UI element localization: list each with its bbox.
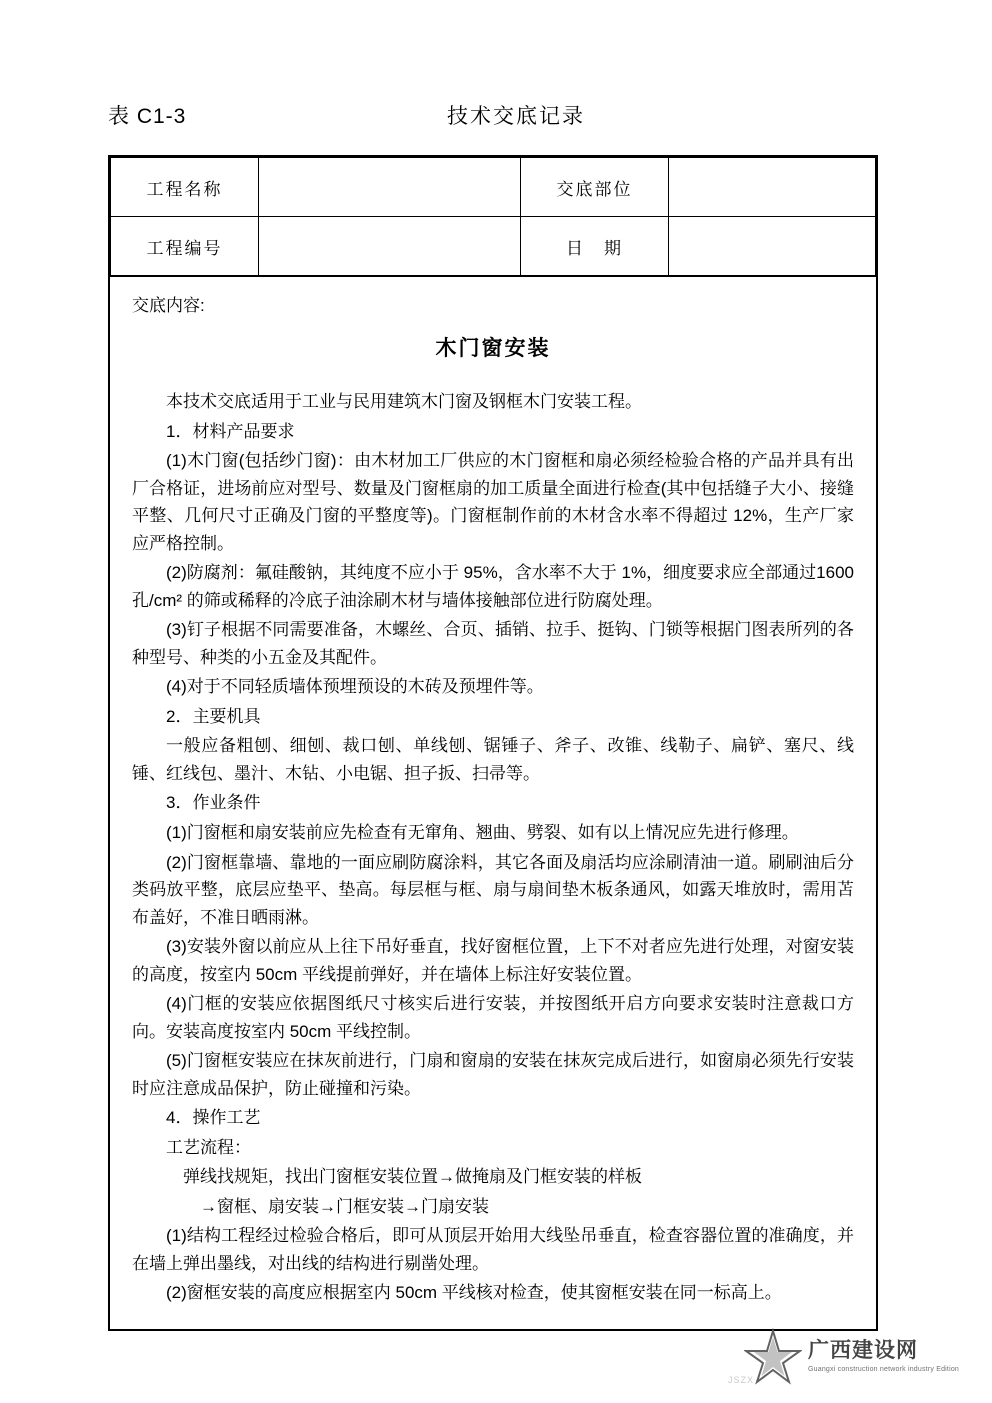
label-disclosure-part: 交底部位 — [521, 158, 669, 217]
form-code: 表 C1-3 — [108, 105, 187, 128]
paragraph: (2)防腐剂：氟硅酸钠，其纯度不应小于 95%，含水率不大于 1%，细度要求应全部通过1600 孔/cm² 的筛或稀释的冷底子油涂刷木材与墙体接触部位进行防腐处理。 — [132, 563, 854, 610]
star-icon — [744, 1327, 802, 1385]
document-header — [108, 100, 884, 140]
site-watermark — [728, 1325, 974, 1387]
watermark-ghost-text: JSZX — [728, 1375, 755, 1385]
paragraph: (4)门框的安装应依据图纸尺寸核实后进行安装，并按图纸开启方向要求安装时注意裁口方向。安装高度按室内 50cm 平线控制。 — [132, 994, 854, 1041]
label-date: 日 期 — [521, 217, 669, 276]
paragraph: →窗框、扇安装→门框安装→门扇安装 — [200, 1196, 489, 1216]
paragraph: (3)钉子根据不同需要准备，木螺丝、合页、插销、拉手、挺钩、门锁等根据门图表所列的各种型号、种类的小五金及其配件。 — [132, 620, 854, 667]
watermark-brand-cn: 广西建设网 — [808, 1338, 918, 1362]
paragraph: 3．作业条件 — [166, 793, 261, 813]
field-date[interactable] — [669, 217, 876, 276]
paragraph: (1)木门窗(包括纱门窗)：由木材加工厂供应的木门窗框和扇必须经检验合格的产品并具有出厂合格证，进场前应对型号、数量及门窗框扇的加工质量全面进行检查(其中包括缝子大小、接缝平整、几何尺寸正确及门窗的平整度等)。门窗框制作前的木材含水率不得超过 12%，生产厂家应严格控制。 — [132, 451, 854, 553]
label-project-name: 工程名称 — [111, 158, 259, 217]
paragraph: (3)安装外窗以前应从上往下吊好垂直，找好窗框位置，上下不对者应先进行处理，对窗安装的高度，按室内 50cm 平线提前弹好，并在墙体上标注好安装位置。 — [132, 937, 854, 984]
watermark-brand-en: Guangxi construction network industry Edition — [808, 1366, 960, 1374]
table-row — [111, 217, 876, 276]
field-disclosure-part[interactable] — [669, 158, 876, 217]
table-row — [111, 158, 876, 217]
page-title: 技术交底记录 — [447, 105, 585, 128]
paragraph: (2)窗框安装的高度应根据室内 50cm 平线核对检查，使其窗框安装在同一标高上。 — [166, 1283, 782, 1303]
disclosure-content-cell — [110, 276, 876, 1329]
meta-table — [110, 157, 876, 276]
label-project-number: 工程编号 — [111, 217, 259, 276]
section-title: 木门窗安装 — [435, 337, 551, 360]
paragraph: 4．操作工艺 — [166, 1108, 261, 1128]
paragraph: 1．材料产品要求 — [166, 421, 295, 441]
paragraph: 弹线找规矩，找出门窗框安装位置→做掩扇及门框安装的样板 — [183, 1167, 642, 1187]
paragraph: (1)门窗框和扇安装前应先检查有无窜角、翘曲、劈裂、如有以上情况应先进行修理。 — [166, 822, 799, 842]
paragraph: (2)门窗框靠墙、靠地的一面应刷防腐涂料，其它各面及扇活均应涂刷清油一道。刷刷油后分类码放平整，底层应垫平、垫高。每层框与框、扇与扇间垫木板条通风，如露天堆放时，需用苫布盖好，不准日晒雨淋。 — [132, 852, 854, 927]
paragraph: 本技术交底适用于工业与民用建筑木门窗及钢框木门安装工程。 — [166, 392, 642, 411]
content-label: 交底内容: — [132, 296, 205, 315]
paragraph: 2．主要机具 — [166, 706, 261, 726]
field-project-name[interactable] — [259, 158, 521, 217]
field-project-number[interactable] — [259, 217, 521, 276]
paragraph: 一般应备粗刨、细刨、裁口刨、单线刨、锯锤子、斧子、改锥、线勒子、扁铲、塞尺、线锤、红线包、墨汁、木钻、小电锯、担子扳、扫帚等。 — [132, 736, 854, 783]
paragraph: 工艺流程： — [166, 1137, 251, 1157]
watermark-text — [808, 1339, 959, 1373]
paragraph: (1)结构工程经过检验合格后，即可从顶层开始用大线坠吊垂直，检查容器位置的准确度，并在墙上弹出墨线，对出线的结构进行剔凿处理。 — [132, 1226, 854, 1273]
technical-disclosure-form — [108, 155, 878, 1331]
paragraph: (4)对于不同轻质墙体预埋预设的木砖及预埋件等。 — [166, 677, 544, 697]
paragraph: (5)门窗框安装应在抹灰前进行，门扇和窗扇的安装在抹灰完成后进行，如窗扇必须先行安装时应注意成品保护，防止碰撞和污染。 — [132, 1051, 854, 1098]
